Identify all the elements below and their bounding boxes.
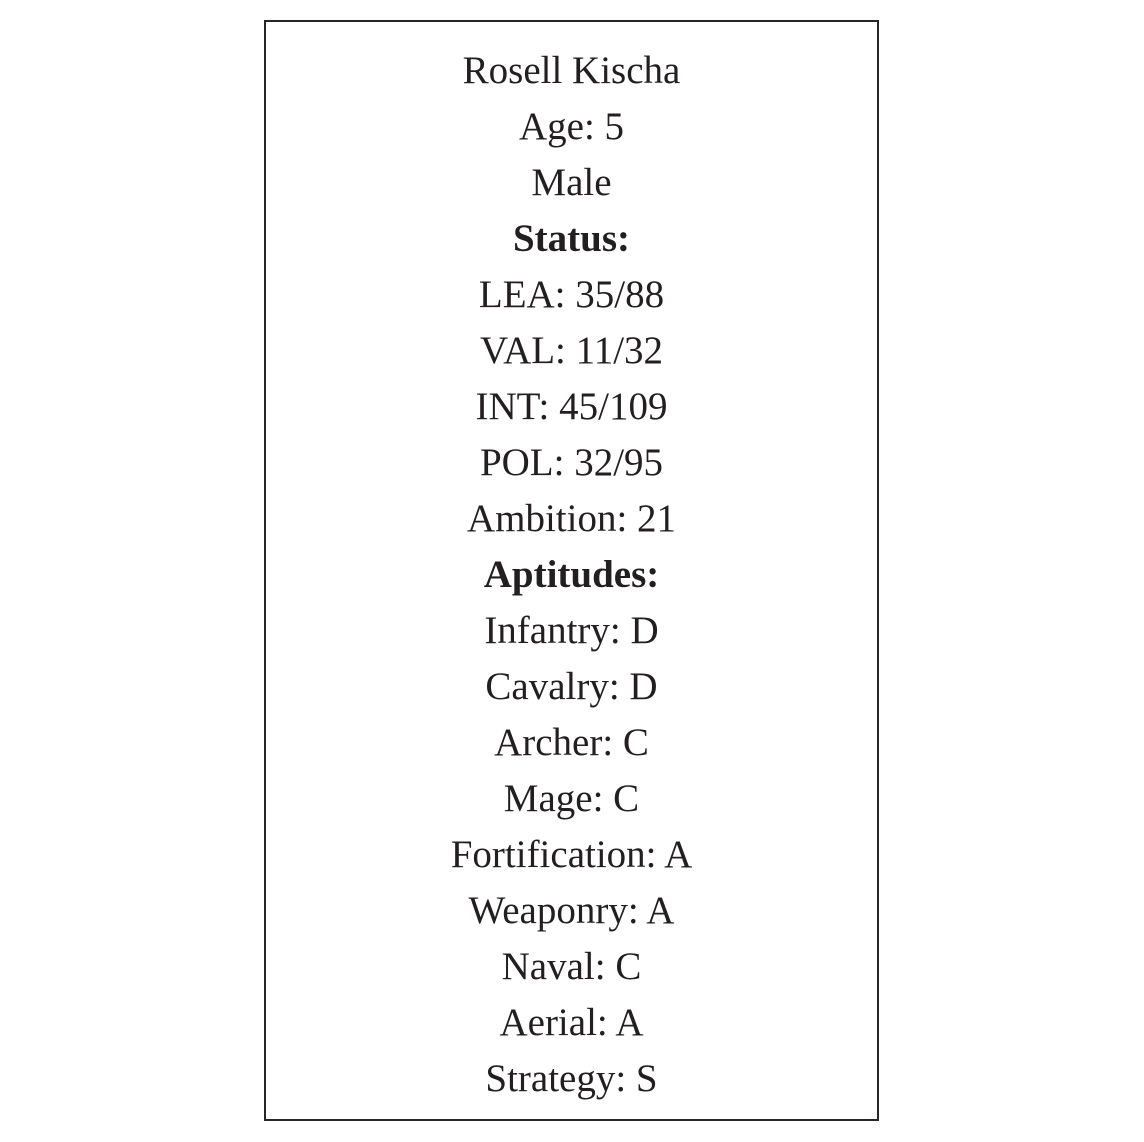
status-heading: Status: (512, 217, 631, 260)
status-pol: POL: 32/95 (479, 441, 664, 484)
character-card (264, 20, 879, 1121)
status-ambition: Ambition: 21 (466, 497, 677, 540)
status-int: INT: 45/109 (475, 385, 668, 428)
status-val: VAL: 11/32 (479, 329, 664, 372)
aptitude-strategy: Strategy: S (485, 1057, 658, 1100)
character-gender: Male (531, 161, 612, 204)
aptitude-infantry: Infantry: D (484, 609, 659, 652)
aptitude-fortification: Fortification: A (450, 833, 693, 876)
status-lea: LEA: 35/88 (478, 273, 665, 316)
character-name: Rosell Kischa (462, 49, 681, 92)
aptitude-aerial: Aerial: A (499, 1001, 644, 1044)
aptitude-naval: Naval: C (501, 945, 642, 988)
aptitude-weaponry: Weaponry: A (468, 889, 675, 932)
character-age: Age: 5 (518, 105, 625, 148)
aptitude-archer: Archer: C (494, 721, 649, 764)
aptitude-cavalry: Cavalry: D (485, 665, 658, 708)
aptitude-mage: Mage: C (503, 777, 640, 820)
aptitudes-heading: Aptitudes: (483, 553, 660, 596)
